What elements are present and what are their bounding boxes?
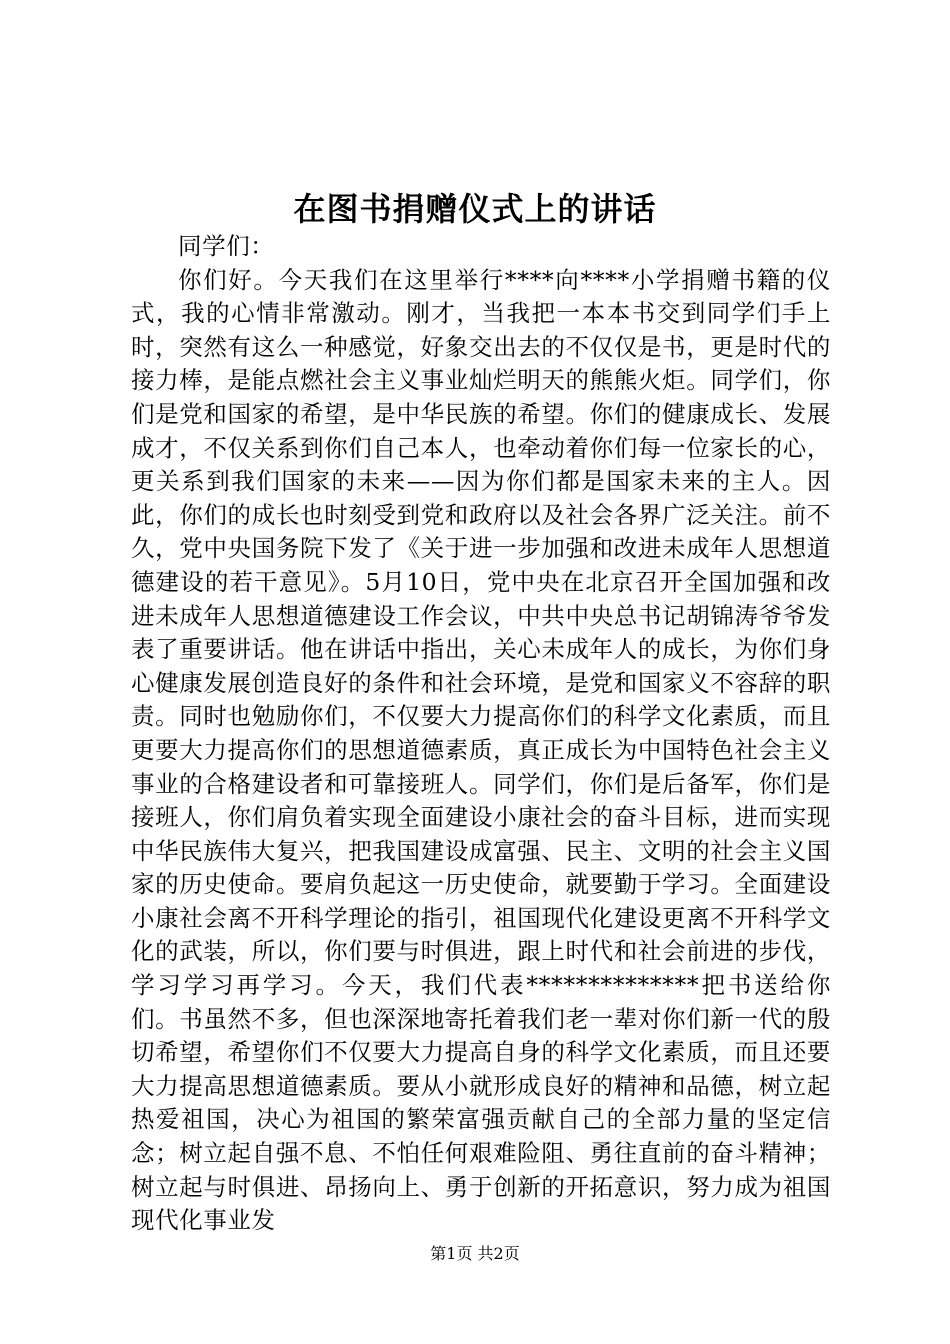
document-body — [131, 230, 831, 1238]
salutation: 同学们： — [178, 232, 275, 260]
body-paragraph: 你们好。今天我们在这里举行****向****小学捐赠书籍的仪式，我的心情非常激动。刚才，当我把一本本书交到同学们手上时，突然有这么一种感觉，好象交出去的不仅仅是书，更是时代的接力棒，是能点燃社会主义事业灿烂明天的熊熊火炬。同学们，你们是党和国家的希望，是中华民族的希望。你们的健康成长、发展成才，不仅关系到你们自己本人，也牵动着你们每一位家长的心，更关系到我们国家的未来——因为你们都是国家未来的主人。因此，你们的成长也时刻受到党和政府以及社会各界广泛关注。前不久，党中央国务院下发了《关于进一步加强和改进未成年人思想道德建设的若干意见》。5月10日，党中央在北京召开全国加强和改进未成年人思想道德建设工作会议，中共中央总书记胡锦涛爷爷发表了重要讲话。他在讲话中指出，关心未成年人的成长，为你们身心健康发展创造良好的条件和社会环境，是党和国家义不容辞的职责。同时也勉励你们，不仅要大力提高你们的科学文化素质，而且更要大力提高你们的思想道德素质，真正成长为中国特色社会主义事业的合格建设者和可靠接班人。同学们，你们是后备军，你们是接班人，你们肩负着实现全面建设小康社会的奋斗目标，进而实现中华民族伟大复兴，把我国建设成富强、民主、文明的社会主义国家的历史使命。要肩负起这一历史使命，就要勤于学习。全面建设小康社会离不开科学理论的指引，祖国现代化建设更离不开科学文化的武装，所以，你们要与时俱进，跟上时代和社会前进的步伐，学习学习再学习。今天，我们代表**************把书送给你们。书虽然不多，但也深深地寄托着我们老一辈对你们新一代的殷切希望，希望你们不仅要大力提高自身的科学文化素质，而且还要大力提高思想道德素质。要从小就形成良好的精神和品德，树立起热爱祖国，决心为祖国的繁荣富强贡献自己的全部力量的坚定信念；树立起自强不息、不怕任何艰难险阻、勇往直前的奋斗精神；树立起与时俱进、昂扬向上、勇于创新的开拓意识，努力成为祖国现代化事业发 — [131, 265, 831, 1235]
document-title: 在图书捐赠仪式上的讲话 — [293, 190, 657, 228]
page-number: 第1页 共2页 — [430, 1244, 520, 1263]
